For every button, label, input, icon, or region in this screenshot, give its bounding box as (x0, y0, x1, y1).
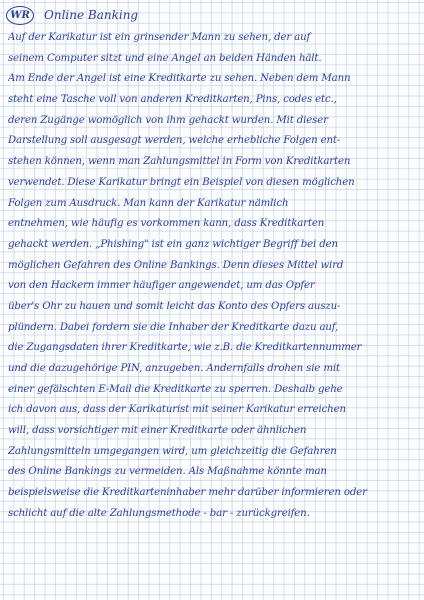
text-line: steht eine Tasche voll von anderen Kreditkarten, Pins, codes etc., (8, 94, 337, 106)
text-line: Am Ende der Angel ist eine Kreditkarte zu sehen. Neben dem Mann (8, 73, 351, 85)
text-line: schlicht auf die alte Zahlungsmethode - bar - zurückgreifen. (8, 507, 310, 519)
text-line: die Zugangsdaten ihrer Kreditkarte, wie z.B. die Kreditkartennummer (8, 342, 362, 354)
page-header (6, 4, 138, 26)
text-line: und die dazugehörige PIN, anzugeben. Andernfalls drohen sie mit (8, 363, 340, 374)
page-title: Online Banking (44, 8, 139, 22)
text-line: verwendet. Diese Karikatur bringt ein Beispiel von diesen möglichen (8, 176, 355, 188)
text-line: einer gefälschten E-Mail die Kreditkarte zu sperren. Deshalb gehe (8, 383, 343, 395)
text-line: Auf der Karikatur ist ein grinsender Mann zu sehen, der auf (8, 32, 311, 43)
text-line: Darstellung soll ausgesagt werden, welche erhebliche Folgen ent- (8, 135, 341, 147)
text-line: stehen können, wenn man Zahlungsmittel in Form von Kreditkarten (8, 156, 351, 168)
subject-badge: WR (6, 6, 34, 25)
text-line: möglichen Gefahren des Online Bankings. Denn dieses Mittel wird (8, 259, 344, 271)
text-line: will, dass vorsichtiger mit einer Kreditkarte oder ähnlichen (8, 425, 307, 437)
handwritten-text (8, 28, 420, 525)
text-line: plündern. Dabei fordern sie die Inhaber der Kreditkarte dazu auf, (8, 321, 339, 333)
text-line: ich davon aus, dass der Karikaturist mit seiner Karikatur erreichen (8, 404, 346, 416)
text-line: des Online Bankings zu vermeiden. Als Maßnahme könnte man (8, 466, 327, 478)
text-line: gehackt werden. „Phishing" ist ein ganz wichtiger Begriff bei den (8, 238, 338, 250)
text-line: Folgen zum Ausdruck. Man kann der Karikatur nämlich (8, 197, 289, 209)
text-line: Zahlungsmitteln umgegangen wird, um gleichzeitig die Gefahren (8, 445, 337, 457)
text-line: über's Ohr zu hauen und somit leicht das Konto des Opfers auszu- (8, 300, 341, 312)
text-line: von den Hackern immer häufiger angewendet, um das Opfer (8, 280, 315, 292)
text-line: beispielsweise die Kreditkarteninhaber mehr darüber informieren oder (8, 487, 367, 499)
text-line: entnehmen, wie häufig es vorkommen kann, dass Kreditkarten (8, 218, 325, 230)
text-line: deren Zugänge womöglich von ihm gehackt wurden. Mit dieser (8, 114, 328, 126)
text-line: seinem Computer sitzt und eine Angel an beiden Händen hält. (8, 52, 322, 64)
